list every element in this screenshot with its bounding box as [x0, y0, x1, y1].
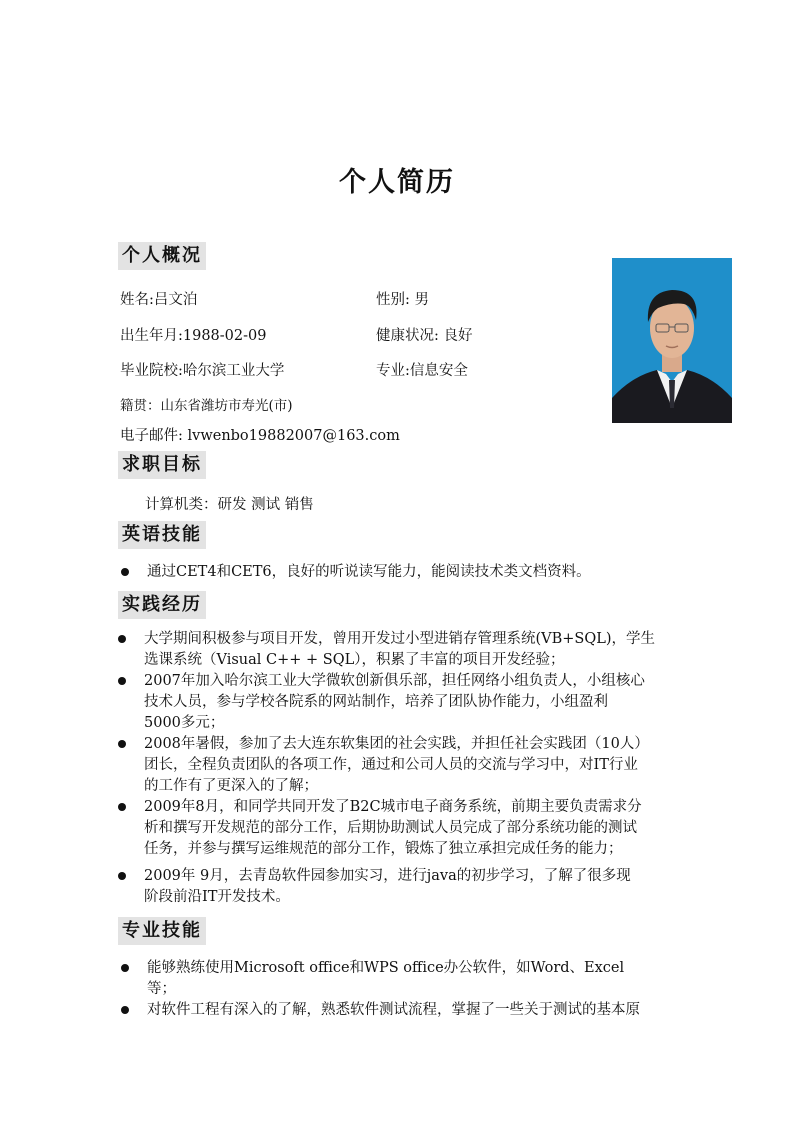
bullet-icon — [121, 1006, 129, 1014]
profile-health: 健康状况: 良好 — [376, 328, 473, 344]
practice-line: 析和撰写开发规范的部分工作，后期协助测试人员完成了部分系统功能的测试 — [144, 820, 637, 836]
profile-native: 籍贯：山东省潍坊市寿光(市) — [120, 398, 293, 414]
section-heading-english: 英语技能 — [118, 521, 206, 549]
skills-list — [147, 958, 707, 1021]
skills-line: 对软件工程有深入的了解，熟悉软件测试流程，掌握了一些关于测试的基本原 — [147, 1002, 640, 1018]
practice-line: 技术人员，参与学校各院系的网站制作，培养了团队协作能力，小组盈利 — [144, 694, 608, 710]
section-heading-profile: 个人概况 — [118, 242, 206, 270]
section-heading-objective: 求职目标 — [118, 451, 206, 479]
practice-line: 大学期间积极参与项目开发，曾用开发过小型进销存管理系统(VB+SQL)，学生 — [144, 631, 656, 647]
practice-line: 选课系统（Visual C++ + SQL），积累了丰富的项目开发经验； — [144, 652, 565, 668]
practice-list — [144, 629, 710, 908]
bullet-icon — [118, 635, 126, 643]
practice-line: 阶段前沿IT开发技术。 — [144, 889, 290, 905]
objective-text: 计算机类：研发 测试 销售 — [145, 497, 314, 513]
bullet-icon — [118, 872, 126, 880]
list-item — [144, 671, 710, 734]
profile-name: 姓名:吕文泊 — [120, 292, 198, 308]
practice-line: 的工作有了更深入的了解； — [144, 778, 318, 794]
practice-line: 团长，全程负责团队的各项工作，通过和公司人员的交流与学习中，对IT行业 — [144, 757, 638, 773]
section-heading-skills: 专业技能 — [118, 917, 206, 945]
list-item — [147, 1000, 707, 1021]
practice-line: 2009年 9月，去青岛软件园参加实习，进行java的初步学习，了解了很多现 — [144, 868, 631, 884]
list-item — [144, 866, 710, 908]
english-list — [147, 562, 707, 583]
practice-line: 2008年暑假，参加了去大连东软集团的社会实践，并担任社会实践团（10人） — [144, 736, 649, 752]
profile-gender: 性别: 男 — [376, 292, 429, 308]
list-item — [147, 958, 707, 1000]
profile-major: 专业:信息安全 — [376, 363, 468, 379]
bullet-icon — [121, 964, 129, 972]
page-title: 个人简历 — [339, 167, 455, 198]
skills-line: 等； — [147, 981, 176, 997]
english-item-text: 通过CET4和CET6，良好的听说读写能力，能阅读技术类文档资料。 — [147, 564, 591, 580]
profile-photo — [612, 258, 732, 423]
list-item — [147, 562, 707, 583]
list-item — [144, 797, 710, 860]
profile-school: 毕业院校:哈尔滨工业大学 — [120, 363, 285, 379]
bullet-icon — [121, 568, 129, 576]
profile-birth: 出生年月:1988-02-09 — [120, 328, 267, 344]
bullet-icon — [118, 677, 126, 685]
bullet-icon — [118, 740, 126, 748]
section-heading-practice: 实践经历 — [118, 591, 206, 619]
list-item — [144, 629, 710, 671]
practice-line: 2007年加入哈尔滨工业大学微软创新俱乐部，担任网络小组负责人，小组核心 — [144, 673, 645, 689]
profile-email: 电子邮件: lvwenbo19882007@163.com — [120, 428, 400, 444]
practice-line: 任务，并参与撰写运维规范的部分工作，锻炼了独立承担完成任务的能力； — [144, 841, 623, 857]
list-item — [144, 734, 710, 797]
skills-line: 能够熟练使用Microsoft office和WPS office办公软件，如Word、Excel — [147, 960, 625, 976]
bullet-icon — [118, 803, 126, 811]
practice-line: 2009年8月，和同学共同开发了B2C城市电子商务系统，前期主要负责需求分 — [144, 799, 642, 815]
practice-line: 5000多元； — [144, 715, 225, 731]
